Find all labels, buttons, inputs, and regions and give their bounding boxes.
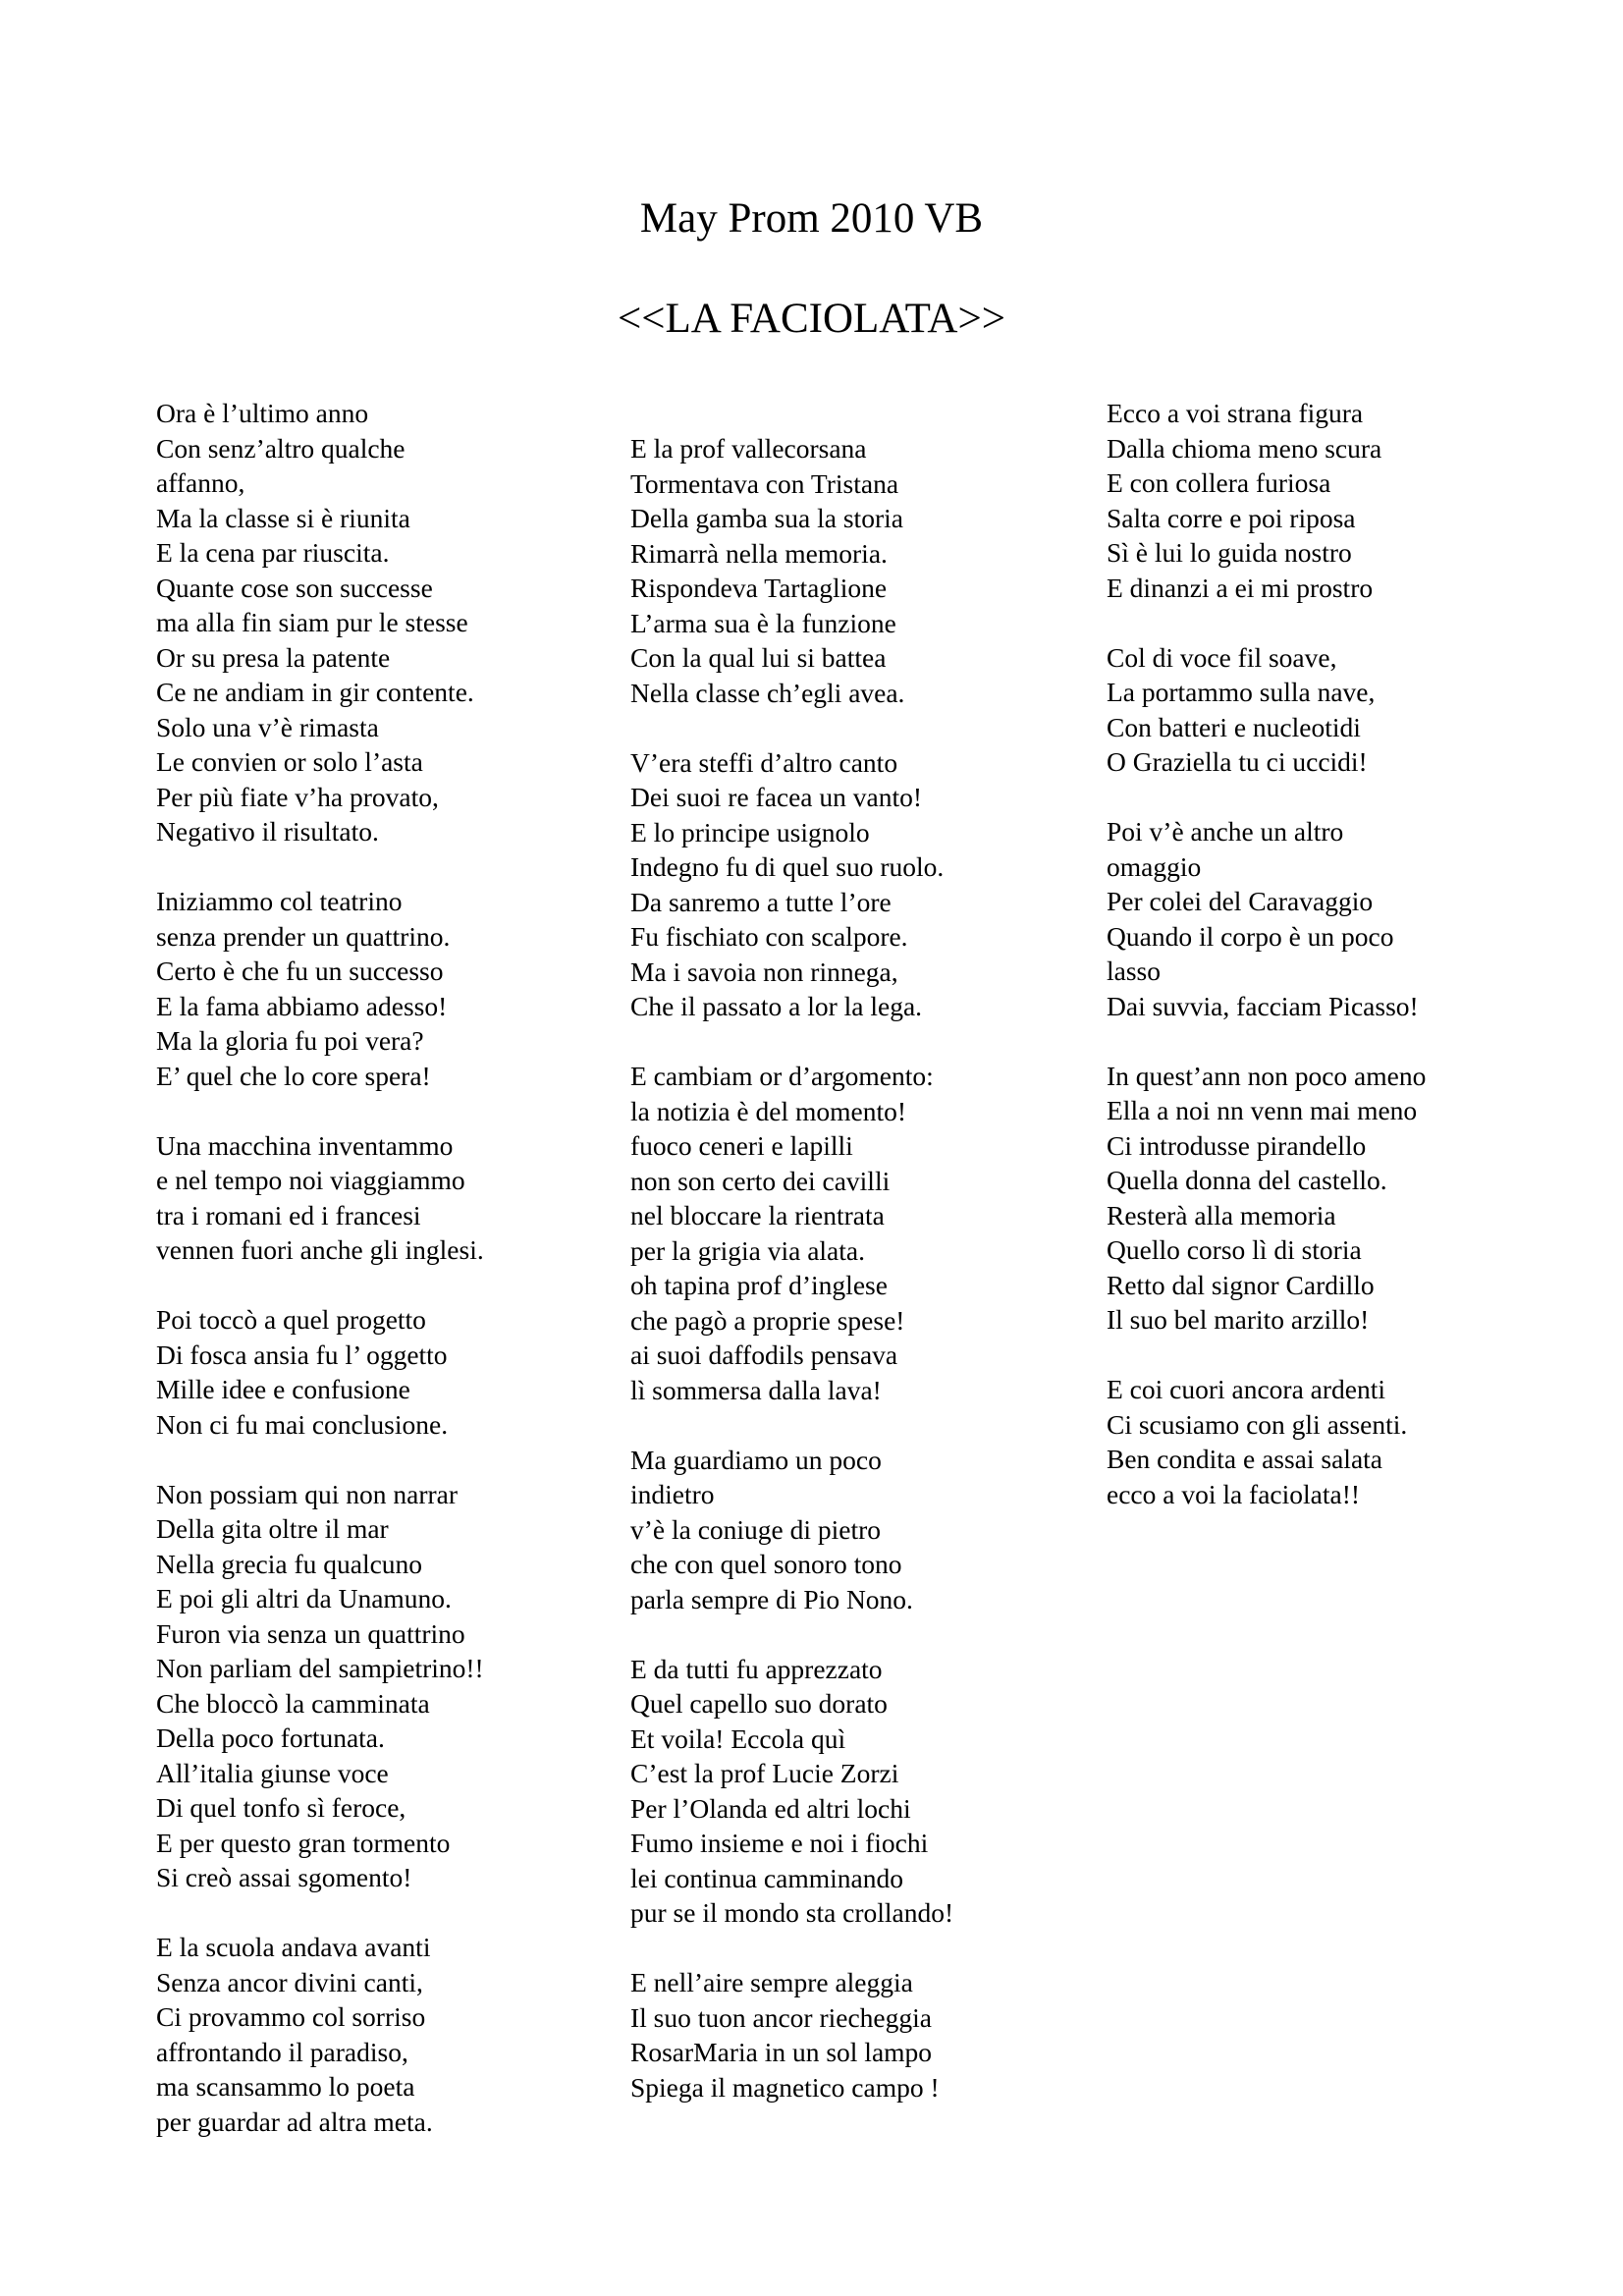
verse-line: Ora è l’ultimo anno: [156, 398, 369, 428]
verse-line: Della poco fortunata.: [156, 1722, 385, 1753]
verse-line: Non ci fu mai conclusione.: [156, 1408, 449, 1440]
verse-line: Indegno fu di quel suo ruolo.: [630, 851, 945, 882]
verse-line: ma alla fin siam pur le stesse: [156, 607, 468, 637]
verse-line: E la cena par riuscita.: [156, 537, 390, 568]
stanza: [630, 431, 953, 710]
verse-line: la notizia è del momento!: [630, 1095, 907, 1126]
verse-line: Ma i savoia non rinnega,: [630, 956, 898, 987]
poem-column-2: [630, 431, 953, 2105]
verse-line: Ecco a voi strana figura: [1107, 398, 1364, 428]
stanza: [630, 1059, 953, 1407]
verse-line: Nella classe ch’egli avea.: [630, 677, 905, 708]
verse-line: Di fosca ansia fu l’ oggetto: [156, 1339, 448, 1370]
poem-title: <<LA FACIOLATA>>: [618, 296, 1005, 342]
verse-line: tra i romani ed i francesi: [156, 1199, 421, 1230]
verse-line: omaggio: [1107, 850, 1202, 882]
verse-line: C’est la prof Lucie Zorzi: [630, 1758, 899, 1788]
verse-line: Ce ne andiam in gir contente.: [156, 677, 474, 707]
verse-line: Quella donna del castello.: [1107, 1165, 1387, 1195]
verse-line: All’italia giunse voce: [156, 1757, 389, 1788]
verse-line: Da sanremo a tutte l’ore: [630, 886, 892, 917]
verse-line: Furon via senza un quattrino: [156, 1617, 465, 1649]
verse-line: V’era steffi d’altro canto: [630, 746, 898, 778]
verse-line: E la fama abbiamo adesso!: [156, 990, 448, 1021]
verse-line: senza prender un quattrino.: [156, 920, 451, 952]
verse-line: E cambiam or d’argomento:: [630, 1061, 934, 1091]
verse-line: La portammo sulla nave,: [1107, 677, 1376, 707]
stanza: [630, 1443, 953, 1617]
verse-line: Solo una v’è rimasta: [156, 711, 379, 742]
verse-line: Ella a noi nn venn mai meno: [1107, 1095, 1418, 1125]
verse-line: Nella grecia fu qualcuno: [156, 1548, 423, 1579]
verse-line: E nell’aire sempre aleggia: [630, 1967, 913, 1997]
verse-line: ecco a voi la faciolata!!: [1107, 1478, 1361, 1509]
verse-line: Le convien or solo l’asta: [156, 746, 423, 777]
verse-line: Ci provammo col sorriso: [156, 2001, 426, 2032]
verse-line: Dalla chioma meno scura: [1107, 432, 1382, 464]
verse-line: Certo è che fu un successo: [156, 956, 444, 986]
verse-line: e nel tempo noi viaggiammo: [156, 1165, 465, 1195]
verse-line: L’arma sua è la funzione: [630, 607, 896, 638]
stanza: [630, 1652, 953, 1931]
verse-line: Il suo bel marito arzillo!: [1107, 1304, 1370, 1335]
verse-line: Di quel tonfo sì feroce,: [156, 1792, 406, 1823]
verse-line: Dai suvvia, facciam Picasso!: [1107, 990, 1419, 1021]
verse-line: E’ quel che lo core spera!: [156, 1060, 431, 1091]
stanza: [1107, 1059, 1426, 1338]
verse-line: Per più fiate v’ha provato,: [156, 781, 439, 812]
stanza: [1107, 814, 1426, 1023]
verse-line: che con quel sonoro tono: [630, 1549, 902, 1579]
verse-line: Per colei del Caravaggio: [1107, 886, 1374, 916]
verse-line: che pagò a proprie spese!: [630, 1304, 905, 1336]
verse-line: Ma guardiamo un poco: [630, 1444, 882, 1475]
verse-line: Ma la classe si è riunita: [156, 502, 410, 533]
verse-line: RosarMaria in un sol lampo: [630, 2037, 933, 2067]
verse-line: Della gamba sua la storia: [630, 503, 903, 533]
verse-line: Quando il corpo è un poco: [1107, 920, 1394, 952]
verse-line: Senza ancor divini canti,: [156, 1966, 423, 1997]
verse-line: E la prof vallecorsana: [630, 433, 867, 464]
verse-line: In quest’ann non poco ameno: [1107, 1060, 1427, 1091]
verse-line: fuoco ceneri e lapilli: [630, 1130, 853, 1161]
verse-line: E con collera furiosa: [1107, 467, 1331, 498]
verse-line: Dei suoi re facea un vanto!: [630, 782, 923, 812]
verse-line: Non parliam del sampietrino!!: [156, 1653, 484, 1683]
verse-line: Poi toccò a quel progetto: [156, 1304, 426, 1335]
stanza: [630, 745, 953, 1024]
verse-line: Con la qual lui si battea: [630, 642, 887, 673]
verse-line: non son certo dei cavilli: [630, 1165, 891, 1196]
verse-line: E la scuola andava avanti: [156, 1932, 431, 1962]
stanza: [1107, 640, 1426, 780]
verse-line: vennen fuori anche gli inglesi.: [156, 1234, 484, 1265]
verse-line: Ci scusiamo con gli assenti.: [1107, 1408, 1408, 1440]
verse-line: Quel capello suo dorato: [630, 1688, 888, 1719]
verse-line: E da tutti fu apprezzato: [630, 1653, 883, 1684]
verse-line: Tormentava con Tristana: [630, 467, 899, 499]
verse-line: Il suo tuon ancor riecheggia: [630, 2001, 932, 2033]
verse-line: nel bloccare la rientrata: [630, 1200, 885, 1230]
stanza: [156, 396, 484, 849]
verse-line: Retto dal signor Cardillo: [1107, 1269, 1375, 1300]
verse-line: Mille idee e confusione: [156, 1374, 410, 1404]
verse-line: Che bloccò la camminata: [156, 1687, 430, 1719]
verse-line: lasso: [1107, 956, 1161, 986]
verse-line: Col di voce fil soave,: [1107, 641, 1337, 673]
verse-line: O Graziella tu ci uccidi!: [1107, 746, 1368, 777]
verse-line: Et voila! Eccola quì: [630, 1722, 846, 1754]
verse-line: Rispondeva Tartaglione: [630, 573, 888, 603]
verse-line: E poi gli altri da Unamuno.: [156, 1583, 452, 1613]
verse-line: E lo principe usignolo: [630, 816, 870, 847]
verse-line: Quante cose son successe: [156, 572, 433, 603]
verse-line: Salta corre e poi riposa: [1107, 502, 1356, 533]
verse-line: Rimarrà nella memoria.: [630, 537, 888, 569]
stanza: [156, 1302, 484, 1442]
verse-line: per guardar ad altra meta.: [156, 2105, 433, 2137]
verse-line: ma scansammo lo poeta: [156, 2071, 415, 2102]
verse-line: Fu fischiato con scalpore.: [630, 921, 908, 952]
verse-line: E coi cuori ancora ardenti: [1107, 1374, 1386, 1404]
verse-line: parla sempre di Pio Nono.: [630, 1583, 913, 1614]
verse-line: Negativo il risultato.: [156, 816, 379, 847]
verse-line: Poi v’è anche un altro: [1107, 816, 1344, 847]
verse-line: pur se il mondo sta crollando!: [630, 1897, 954, 1928]
verse-line: Della gita oltre il mar: [156, 1513, 389, 1544]
verse-line: Una macchina inventammo: [156, 1129, 454, 1161]
verse-line: Non possiam qui non narrar: [156, 1478, 459, 1509]
verse-line: Resterà alla memoria: [1107, 1199, 1336, 1230]
stanza: [630, 1965, 953, 2105]
verse-line: Sì è lui lo guida nostro: [1107, 537, 1352, 568]
poem-column-1: [156, 396, 484, 2139]
verse-line: Spiega il magnetico campo !: [630, 2071, 940, 2103]
verse-line: Si creò assai sgomento!: [156, 1862, 412, 1892]
poem-column-3: [1107, 396, 1426, 1511]
verse-line: Per l’Olanda ed altri lochi: [630, 1792, 911, 1824]
stanza: [156, 884, 484, 1093]
verse-line: Iniziammo col teatrino: [156, 886, 403, 916]
verse-line: lei continua camminando: [630, 1862, 903, 1893]
verse-line: Quello corso lì di storia: [1107, 1234, 1362, 1265]
verse-line: Or su presa la patente: [156, 641, 391, 673]
verse-line: Ci introdusse pirandello: [1107, 1129, 1367, 1161]
verse-line: affrontando il paradiso,: [156, 2036, 408, 2067]
verse-line: lì sommersa dalla lava!: [630, 1374, 882, 1405]
verse-line: E dinanzi a ei mi prostro: [1107, 572, 1374, 603]
verse-line: Con senz’altro qualche: [156, 432, 406, 464]
verse-line: per la grigia via alata.: [630, 1234, 865, 1266]
verse-line: ai suoi daffodils pensava: [630, 1339, 898, 1370]
page-title: May Prom 2010 VB: [639, 195, 984, 242]
stanza: [156, 1128, 484, 1268]
stanza: [1107, 1372, 1426, 1511]
stanza: [156, 1477, 484, 1895]
stanza: [1107, 396, 1426, 605]
verse-line: indietro: [630, 1479, 715, 1509]
stanza: [156, 1930, 484, 2139]
verse-line: v’è la coniuge di pietro: [630, 1513, 882, 1545]
verse-line: E per questo gran tormento: [156, 1827, 451, 1858]
verse-line: Fumo insieme e noi i fiochi: [630, 1828, 929, 1858]
verse-line: oh tapina prof d’inglese: [630, 1270, 888, 1300]
verse-line: Ben condita e assai salata: [1107, 1444, 1383, 1474]
verse-line: Ma la gloria fu poi vera?: [156, 1025, 424, 1056]
verse-line: Con batteri e nucleotidi: [1107, 711, 1361, 742]
verse-line: Che il passato a lor la lega.: [630, 991, 923, 1021]
verse-line: affanno,: [156, 467, 245, 498]
